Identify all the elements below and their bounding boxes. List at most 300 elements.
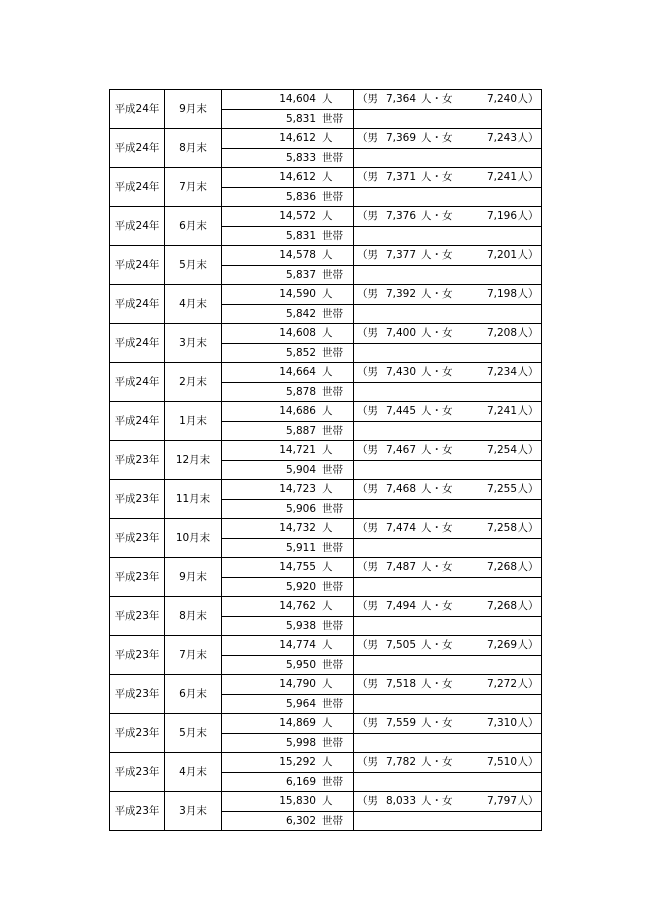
households-cell xyxy=(222,382,354,402)
female-count-value: 7,241 xyxy=(486,405,517,418)
total-population-value: 14,578 xyxy=(279,249,316,262)
close-label: 人） xyxy=(517,132,539,145)
total-population-cell xyxy=(222,129,354,149)
year-cell: 平成24年 xyxy=(110,285,165,324)
person-unit-label: 人 xyxy=(322,600,333,613)
gender-breakdown-cell xyxy=(354,441,542,461)
household-unit-label: 世帯 xyxy=(322,619,343,632)
year-cell: 平成24年 xyxy=(110,90,165,129)
gender-breakdown-cell xyxy=(354,636,542,656)
gender-breakdown-cell xyxy=(354,597,542,617)
female-count-value: 7,797 xyxy=(486,795,517,808)
month-cell: 7月末 xyxy=(165,168,222,207)
empty-cell xyxy=(354,343,542,363)
gender-breakdown-cell xyxy=(354,168,542,188)
gender-breakdown-cell xyxy=(354,519,542,539)
person-unit-label: 人 xyxy=(322,756,333,769)
total-population-cell xyxy=(222,753,354,773)
year-cell: 平成23年 xyxy=(110,753,165,792)
female-count-value: 7,255 xyxy=(486,483,517,496)
total-population-value: 14,755 xyxy=(279,561,316,574)
household-unit-label: 世帯 xyxy=(322,112,343,125)
household-unit-label: 世帯 xyxy=(322,814,343,827)
total-population-value: 14,572 xyxy=(279,210,316,223)
person-unit-label: 人 xyxy=(322,795,333,808)
male-count-value: 7,445 xyxy=(385,405,416,418)
total-population-value: 14,612 xyxy=(279,171,316,184)
household-unit-label: 世帯 xyxy=(322,580,343,593)
person-unit-label: 人 xyxy=(322,639,333,652)
male-count-value: 7,468 xyxy=(385,483,416,496)
female-count-value: 7,208 xyxy=(486,327,517,340)
gender-breakdown-cell xyxy=(354,207,542,227)
male-count-value: 7,494 xyxy=(385,600,416,613)
person-unit-label: 人 xyxy=(322,717,333,730)
year-cell: 平成24年 xyxy=(110,129,165,168)
table-row xyxy=(110,753,542,773)
table-row xyxy=(110,675,542,695)
male-open-label: （男 xyxy=(357,210,378,223)
households-cell xyxy=(222,304,354,324)
table-row xyxy=(110,558,542,578)
month-cell: 8月末 xyxy=(165,597,222,636)
female-sep-label: 人・女 xyxy=(421,93,453,106)
empty-cell xyxy=(354,772,542,792)
close-label: 人） xyxy=(517,171,539,184)
female-sep-label: 人・女 xyxy=(421,756,453,769)
empty-cell xyxy=(354,148,542,168)
total-population-value: 14,774 xyxy=(279,639,316,652)
male-open-label: （男 xyxy=(357,522,378,535)
male-open-label: （男 xyxy=(357,561,378,574)
female-sep-label: 人・女 xyxy=(421,639,453,652)
person-unit-label: 人 xyxy=(322,327,333,340)
households-cell xyxy=(222,226,354,246)
year-cell: 平成24年 xyxy=(110,246,165,285)
household-unit-label: 世帯 xyxy=(322,697,343,710)
households-value: 5,842 xyxy=(285,307,316,320)
total-population-value: 15,830 xyxy=(279,795,316,808)
households-cell xyxy=(222,499,354,519)
households-cell xyxy=(222,733,354,753)
table-row xyxy=(110,324,542,344)
female-count-value: 7,268 xyxy=(486,600,517,613)
female-count-value: 7,234 xyxy=(486,366,517,379)
year-cell: 平成23年 xyxy=(110,714,165,753)
households-cell xyxy=(222,538,354,558)
male-open-label: （男 xyxy=(357,366,378,379)
month-cell: 3月末 xyxy=(165,324,222,363)
total-population-cell xyxy=(222,324,354,344)
table-row xyxy=(110,792,542,812)
population-table-body xyxy=(110,90,542,831)
total-population-cell xyxy=(222,714,354,734)
year-cell: 平成23年 xyxy=(110,636,165,675)
male-open-label: （男 xyxy=(357,795,378,808)
close-label: 人） xyxy=(517,93,539,106)
empty-cell xyxy=(354,655,542,675)
total-population-value: 14,590 xyxy=(279,288,316,301)
total-population-cell xyxy=(222,402,354,422)
total-population-value: 14,612 xyxy=(279,132,316,145)
households-cell xyxy=(222,772,354,792)
total-population-value: 14,686 xyxy=(279,405,316,418)
total-population-cell xyxy=(222,675,354,695)
person-unit-label: 人 xyxy=(322,132,333,145)
total-population-cell xyxy=(222,441,354,461)
male-count-value: 7,376 xyxy=(385,210,416,223)
empty-cell xyxy=(354,616,542,636)
gender-breakdown-cell xyxy=(354,363,542,383)
households-value: 5,831 xyxy=(285,112,316,125)
households-value: 5,911 xyxy=(285,541,316,554)
empty-cell xyxy=(354,538,542,558)
year-cell: 平成24年 xyxy=(110,207,165,246)
household-unit-label: 世帯 xyxy=(322,268,343,281)
close-label: 人） xyxy=(517,444,539,457)
households-cell xyxy=(222,616,354,636)
month-cell: 5月末 xyxy=(165,714,222,753)
total-population-cell xyxy=(222,246,354,266)
person-unit-label: 人 xyxy=(322,171,333,184)
year-cell: 平成23年 xyxy=(110,597,165,636)
households-cell xyxy=(222,343,354,363)
female-sep-label: 人・女 xyxy=(421,405,453,418)
close-label: 人） xyxy=(517,210,539,223)
close-label: 人） xyxy=(517,405,539,418)
households-cell xyxy=(222,577,354,597)
households-cell xyxy=(222,109,354,129)
female-count-value: 7,268 xyxy=(486,561,517,574)
gender-breakdown-cell xyxy=(354,714,542,734)
close-label: 人） xyxy=(517,756,539,769)
households-value: 5,920 xyxy=(285,580,316,593)
male-open-label: （男 xyxy=(357,756,378,769)
female-sep-label: 人・女 xyxy=(421,717,453,730)
household-unit-label: 世帯 xyxy=(322,229,343,242)
table-row xyxy=(110,285,542,305)
households-value: 6,302 xyxy=(285,814,316,827)
month-cell: 11月末 xyxy=(165,480,222,519)
person-unit-label: 人 xyxy=(322,249,333,262)
male-open-label: （男 xyxy=(357,444,378,457)
female-sep-label: 人・女 xyxy=(421,132,453,145)
female-count-value: 7,258 xyxy=(486,522,517,535)
total-population-cell xyxy=(222,792,354,812)
empty-cell xyxy=(354,733,542,753)
male-count-value: 7,392 xyxy=(385,288,416,301)
close-label: 人） xyxy=(517,678,539,691)
empty-cell xyxy=(354,421,542,441)
male-open-label: （男 xyxy=(357,405,378,418)
female-count-value: 7,243 xyxy=(486,132,517,145)
person-unit-label: 人 xyxy=(322,483,333,496)
empty-cell xyxy=(354,577,542,597)
month-cell: 12月末 xyxy=(165,441,222,480)
year-cell: 平成23年 xyxy=(110,519,165,558)
male-open-label: （男 xyxy=(357,327,378,340)
households-value: 5,831 xyxy=(285,229,316,242)
total-population-value: 14,723 xyxy=(279,483,316,496)
female-sep-label: 人・女 xyxy=(421,444,453,457)
total-population-cell xyxy=(222,636,354,656)
male-count-value: 7,559 xyxy=(385,717,416,730)
male-count-value: 7,430 xyxy=(385,366,416,379)
month-cell: 4月末 xyxy=(165,285,222,324)
male-count-value: 7,369 xyxy=(385,132,416,145)
total-population-value: 14,608 xyxy=(279,327,316,340)
households-value: 5,950 xyxy=(285,658,316,671)
month-cell: 5月末 xyxy=(165,246,222,285)
close-label: 人） xyxy=(517,600,539,613)
household-unit-label: 世帯 xyxy=(322,463,343,476)
year-cell: 平成23年 xyxy=(110,480,165,519)
year-cell: 平成23年 xyxy=(110,792,165,831)
household-unit-label: 世帯 xyxy=(322,346,343,359)
close-label: 人） xyxy=(517,795,539,808)
person-unit-label: 人 xyxy=(322,444,333,457)
table-row xyxy=(110,207,542,227)
male-open-label: （男 xyxy=(357,639,378,652)
male-open-label: （男 xyxy=(357,717,378,730)
household-unit-label: 世帯 xyxy=(322,385,343,398)
month-cell: 9月末 xyxy=(165,90,222,129)
households-value: 5,964 xyxy=(285,697,316,710)
gender-breakdown-cell xyxy=(354,792,542,812)
total-population-value: 15,292 xyxy=(279,756,316,769)
year-cell: 平成23年 xyxy=(110,441,165,480)
male-count-value: 7,371 xyxy=(385,171,416,184)
year-cell: 平成23年 xyxy=(110,675,165,714)
female-sep-label: 人・女 xyxy=(421,288,453,301)
person-unit-label: 人 xyxy=(322,522,333,535)
total-population-cell xyxy=(222,363,354,383)
table-row xyxy=(110,246,542,266)
male-count-value: 7,400 xyxy=(385,327,416,340)
close-label: 人） xyxy=(517,561,539,574)
female-count-value: 7,510 xyxy=(486,756,517,769)
household-unit-label: 世帯 xyxy=(322,151,343,164)
total-population-value: 14,721 xyxy=(279,444,316,457)
table-row xyxy=(110,519,542,539)
gender-breakdown-cell xyxy=(354,129,542,149)
household-unit-label: 世帯 xyxy=(322,541,343,554)
total-population-cell xyxy=(222,285,354,305)
households-value: 5,852 xyxy=(285,346,316,359)
person-unit-label: 人 xyxy=(322,93,333,106)
households-value: 5,887 xyxy=(285,424,316,437)
female-sep-label: 人・女 xyxy=(421,210,453,223)
table-row xyxy=(110,402,542,422)
month-cell: 1月末 xyxy=(165,402,222,441)
male-open-label: （男 xyxy=(357,483,378,496)
female-sep-label: 人・女 xyxy=(421,561,453,574)
households-cell xyxy=(222,655,354,675)
household-unit-label: 世帯 xyxy=(322,736,343,749)
table-row xyxy=(110,714,542,734)
male-open-label: （男 xyxy=(357,132,378,145)
empty-cell xyxy=(354,109,542,129)
households-cell xyxy=(222,811,354,831)
table-row xyxy=(110,441,542,461)
gender-breakdown-cell xyxy=(354,480,542,500)
population-table xyxy=(109,89,542,831)
male-count-value: 7,467 xyxy=(385,444,416,457)
total-population-value: 14,732 xyxy=(279,522,316,535)
month-cell: 6月末 xyxy=(165,675,222,714)
female-sep-label: 人・女 xyxy=(421,366,453,379)
female-sep-label: 人・女 xyxy=(421,678,453,691)
male-count-value: 8,033 xyxy=(385,795,416,808)
households-cell xyxy=(222,694,354,714)
households-cell xyxy=(222,187,354,207)
gender-breakdown-cell xyxy=(354,285,542,305)
total-population-value: 14,869 xyxy=(279,717,316,730)
female-sep-label: 人・女 xyxy=(421,483,453,496)
female-count-value: 7,310 xyxy=(486,717,517,730)
households-cell xyxy=(222,265,354,285)
month-cell: 8月末 xyxy=(165,129,222,168)
empty-cell xyxy=(354,499,542,519)
households-value: 6,169 xyxy=(285,775,316,788)
households-value: 5,833 xyxy=(285,151,316,164)
households-value: 5,836 xyxy=(285,190,316,203)
female-count-value: 7,269 xyxy=(486,639,517,652)
empty-cell xyxy=(354,226,542,246)
female-count-value: 7,196 xyxy=(486,210,517,223)
households-cell xyxy=(222,421,354,441)
close-label: 人） xyxy=(517,522,539,535)
month-cell: 4月末 xyxy=(165,753,222,792)
male-open-label: （男 xyxy=(357,171,378,184)
table-row xyxy=(110,480,542,500)
households-value: 5,878 xyxy=(285,385,316,398)
close-label: 人） xyxy=(517,288,539,301)
gender-breakdown-cell xyxy=(354,90,542,110)
month-cell: 10月末 xyxy=(165,519,222,558)
gender-breakdown-cell xyxy=(354,558,542,578)
household-unit-label: 世帯 xyxy=(322,424,343,437)
households-value: 5,998 xyxy=(285,736,316,749)
gender-breakdown-cell xyxy=(354,402,542,422)
year-cell: 平成24年 xyxy=(110,363,165,402)
close-label: 人） xyxy=(517,483,539,496)
table-row xyxy=(110,597,542,617)
household-unit-label: 世帯 xyxy=(322,775,343,788)
year-cell: 平成24年 xyxy=(110,324,165,363)
close-label: 人） xyxy=(517,639,539,652)
empty-cell xyxy=(354,694,542,714)
female-sep-label: 人・女 xyxy=(421,171,453,184)
male-count-value: 7,782 xyxy=(385,756,416,769)
households-value: 5,938 xyxy=(285,619,316,632)
gender-breakdown-cell xyxy=(354,324,542,344)
households-cell xyxy=(222,460,354,480)
total-population-value: 14,664 xyxy=(279,366,316,379)
total-population-value: 14,762 xyxy=(279,600,316,613)
households-value: 5,904 xyxy=(285,463,316,476)
male-open-label: （男 xyxy=(357,678,378,691)
month-cell: 9月末 xyxy=(165,558,222,597)
household-unit-label: 世帯 xyxy=(322,658,343,671)
female-count-value: 7,254 xyxy=(486,444,517,457)
year-cell: 平成24年 xyxy=(110,402,165,441)
household-unit-label: 世帯 xyxy=(322,190,343,203)
total-population-cell xyxy=(222,480,354,500)
female-count-value: 7,198 xyxy=(486,288,517,301)
empty-cell xyxy=(354,187,542,207)
table-row xyxy=(110,168,542,188)
total-population-cell xyxy=(222,90,354,110)
gender-breakdown-cell xyxy=(354,675,542,695)
person-unit-label: 人 xyxy=(322,366,333,379)
close-label: 人） xyxy=(517,327,539,340)
year-cell: 平成23年 xyxy=(110,558,165,597)
person-unit-label: 人 xyxy=(322,561,333,574)
person-unit-label: 人 xyxy=(322,405,333,418)
male-count-value: 7,518 xyxy=(385,678,416,691)
person-unit-label: 人 xyxy=(322,288,333,301)
empty-cell xyxy=(354,304,542,324)
male-count-value: 7,364 xyxy=(385,93,416,106)
empty-cell xyxy=(354,382,542,402)
female-count-value: 7,241 xyxy=(486,171,517,184)
male-count-value: 7,474 xyxy=(385,522,416,535)
close-label: 人） xyxy=(517,249,539,262)
total-population-cell xyxy=(222,207,354,227)
month-cell: 6月末 xyxy=(165,207,222,246)
female-count-value: 7,272 xyxy=(486,678,517,691)
gender-breakdown-cell xyxy=(354,753,542,773)
year-cell: 平成24年 xyxy=(110,168,165,207)
female-count-value: 7,240 xyxy=(486,93,517,106)
empty-cell xyxy=(354,811,542,831)
table-row xyxy=(110,363,542,383)
female-count-value: 7,201 xyxy=(486,249,517,262)
male-open-label: （男 xyxy=(357,288,378,301)
month-cell: 3月末 xyxy=(165,792,222,831)
male-open-label: （男 xyxy=(357,249,378,262)
close-label: 人） xyxy=(517,366,539,379)
table-row xyxy=(110,636,542,656)
total-population-cell xyxy=(222,558,354,578)
female-sep-label: 人・女 xyxy=(421,327,453,340)
close-label: 人） xyxy=(517,717,539,730)
total-population-cell xyxy=(222,519,354,539)
female-sep-label: 人・女 xyxy=(421,249,453,262)
households-value: 5,837 xyxy=(285,268,316,281)
total-population-cell xyxy=(222,597,354,617)
person-unit-label: 人 xyxy=(322,678,333,691)
male-count-value: 7,377 xyxy=(385,249,416,262)
households-cell xyxy=(222,148,354,168)
empty-cell xyxy=(354,460,542,480)
household-unit-label: 世帯 xyxy=(322,502,343,515)
table-row xyxy=(110,90,542,110)
male-count-value: 7,505 xyxy=(385,639,416,652)
empty-cell xyxy=(354,265,542,285)
male-open-label: （男 xyxy=(357,93,378,106)
table-row xyxy=(110,129,542,149)
person-unit-label: 人 xyxy=(322,210,333,223)
male-open-label: （男 xyxy=(357,600,378,613)
household-unit-label: 世帯 xyxy=(322,307,343,320)
month-cell: 7月末 xyxy=(165,636,222,675)
female-sep-label: 人・女 xyxy=(421,522,453,535)
total-population-cell xyxy=(222,168,354,188)
female-sep-label: 人・女 xyxy=(421,600,453,613)
female-sep-label: 人・女 xyxy=(421,795,453,808)
